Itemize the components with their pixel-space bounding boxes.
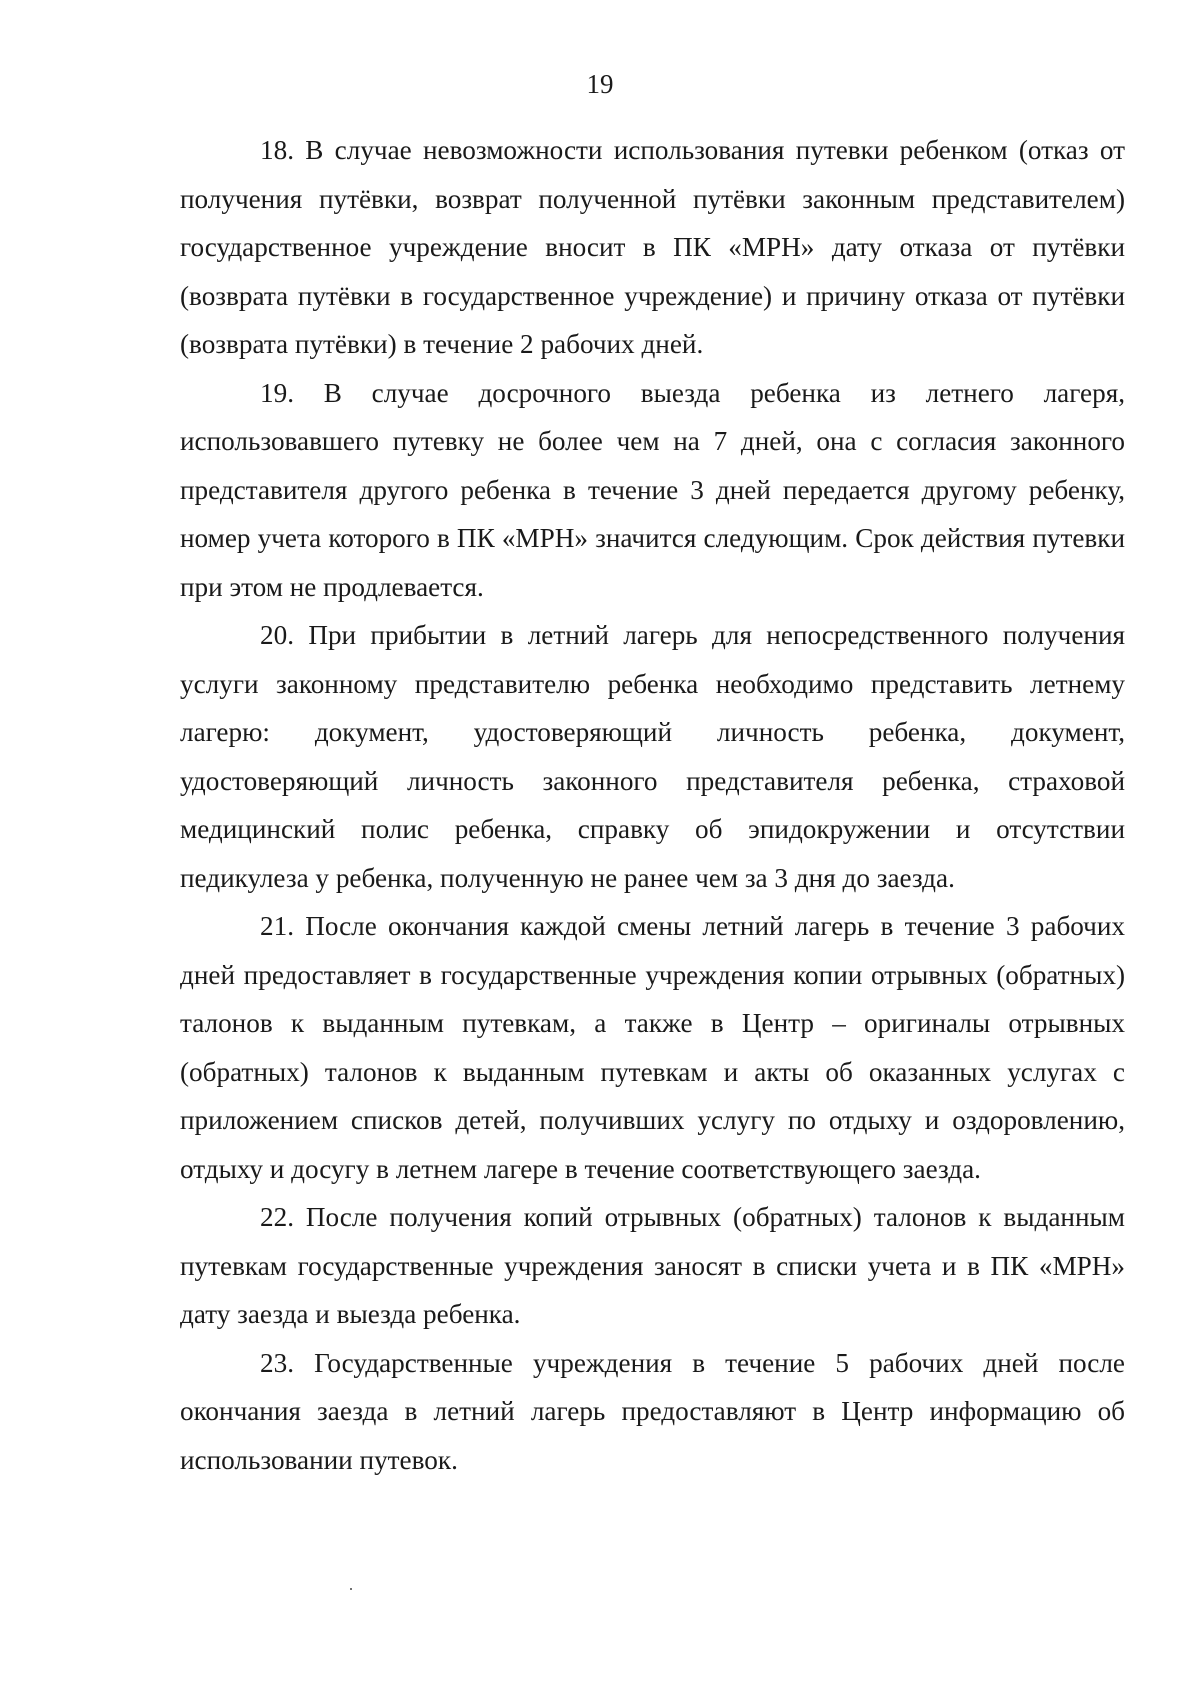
document-body — [180, 126, 1125, 1484]
paragraph-20: 20. При прибытии в летний лагерь для непосредственного получения услуги законному представителю ребенка необходимо представить летнему лагерю: документ, удостоверяющий личность ребенка, документ, удостоверяющий личность законного представителя ребенка, страховой медицинский полис ребенка, справку об эпидокружении и отсутствии педикулеза у ребенка, полученную не ранее чем за 3 дня до заезда. — [180, 620, 1125, 893]
paragraph-18: 18. В случае невозможности использования путевки ребенком (отказ от получения путёвки, возврат полученной путёвки законным представителем) государственное учреждение вносит в ПК «МРН» дату отказа от путёвки (возврата путёвки в государственное учреждение) и причину отказа от путёвки (возврата путёвки) в течение 2 рабочих дней. — [180, 135, 1125, 359]
paragraph-22: 22. После получения копий отрывных (обратных) талонов к выданным путевкам государственные учреждения заносят в списки учета и в ПК «МРН» дату заезда и выезда ребенка. — [180, 1202, 1125, 1329]
paragraph-23: 23. Государственные учреждения в течение 5 рабочих дней после окончания заезда в летний лагерь предоставляют в Центр информацию об использовании путевок. — [180, 1347, 1125, 1475]
paragraph-19: 19. В случае досрочного выезда ребенка из летнего лагеря, использовавшего путевку не более чем на 7 дней, она с согласия законного представителя другого ребенка в течение 3 дней передается другому ребенку, номер учета которого в ПК «МРН» значится следующим. Срок действия путевки при этом не продлевается. — [180, 377, 1125, 602]
scan-speck — [350, 1588, 352, 1590]
page-number: 19 — [586, 69, 614, 99]
paragraph-21: 21. После окончания каждой смены летний лагерь в течение 3 рабочих дней предоставляет в государственные учреждения копии отрывных (обратных) талонов к выданным путевкам, а также в Центр – оригиналы отрывных (обратных) талонов к выданным путевкам и акты об оказанных услугах с приложением списков детей, получивших услугу по отдыху и оздоровлению, отдыху и досугу в летнем лагере в течение соответствующего заезда. — [180, 911, 1125, 1184]
